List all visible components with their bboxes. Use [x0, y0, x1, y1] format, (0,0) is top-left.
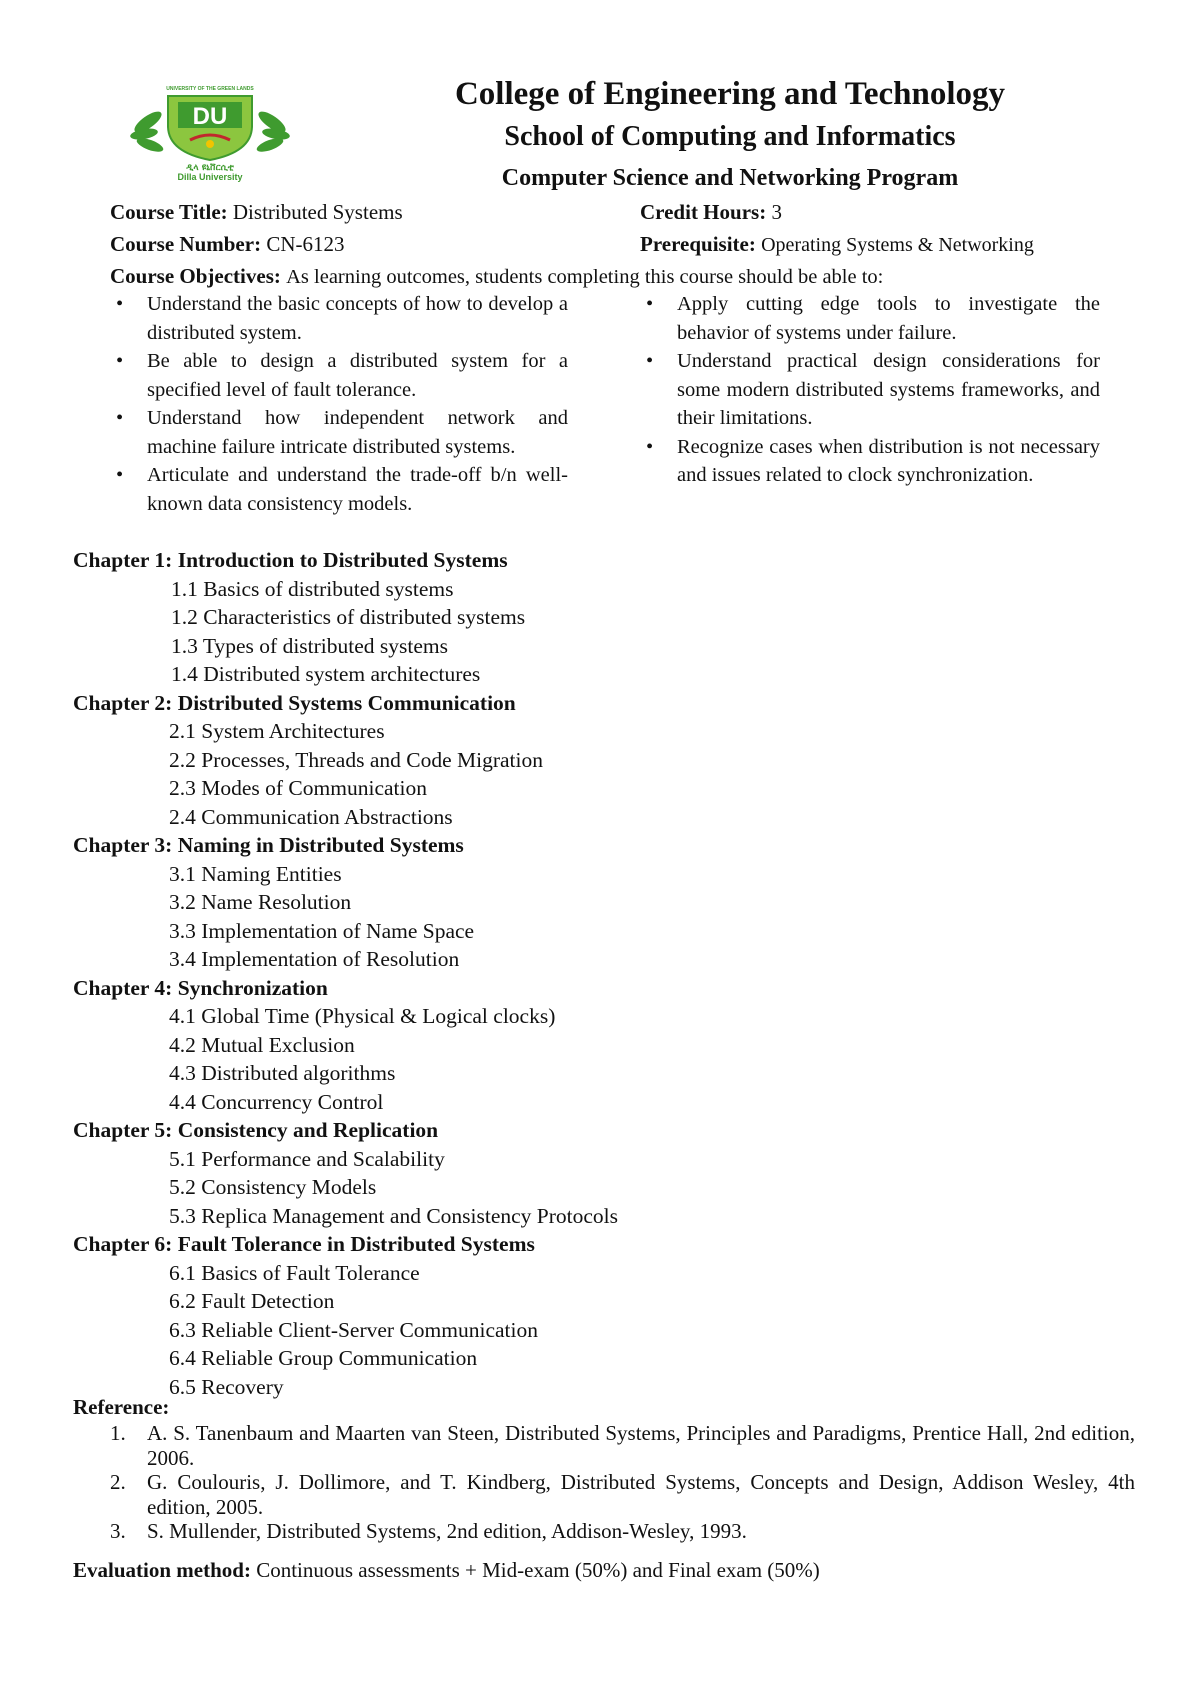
logo-monogram: DU — [192, 103, 228, 130]
prerequisite-value: Operating Systems & Networking — [761, 234, 1034, 256]
section-item: 4.3 Distributed algorithms — [169, 1061, 396, 1085]
reference-item — [73, 1519, 1135, 1544]
prerequisite-row — [640, 229, 1034, 260]
objective-item: • Understand practical design considerations for some modern distributed systems frameworks, and their limitations. — [640, 347, 1100, 433]
credit-hours-value: 3 — [771, 200, 782, 224]
reference-number: 2. — [110, 1470, 126, 1494]
course-number-value: CN-6123 — [266, 232, 345, 256]
section-item: 3.4 Implementation of Resolution — [169, 947, 460, 971]
references-heading: Reference: — [73, 1395, 170, 1419]
section-item: 2.1 System Architectures — [169, 719, 385, 743]
evaluation-value: Continuous assessments + Mid-exam (50%) and Final exam (50%) — [256, 1558, 820, 1582]
evaluation-label: Evaluation method: — [73, 1558, 251, 1582]
chapter-title: Chapter 1: Introduction to Distributed Systems — [73, 548, 508, 572]
course-title-row — [110, 197, 403, 227]
section-item: 6.1 Basics of Fault Tolerance — [169, 1260, 420, 1285]
reference-item — [73, 1421, 1135, 1470]
reference-text: A. S. Tanenbaum and Maarten van Steen, Distributed Systems, Principles and Paradigms, Prentice Hall, 2nd edition, 2006. — [147, 1421, 1135, 1470]
logo-arc-text: UNIVERSITY OF THE GREEN LANDS — [166, 86, 254, 92]
section-item: 1.1 Basics of distributed systems — [171, 576, 454, 601]
document-header — [400, 72, 1060, 198]
section-item: 6.2 Fault Detection — [169, 1289, 335, 1313]
chapter-title: Chapter 6: Fault Tolerance in Distributed Systems — [73, 1232, 535, 1256]
dilla-university-logo — [130, 82, 290, 182]
logo-english-name: Dilla University — [177, 172, 243, 182]
objective-item: • Understand the basic concepts of how to develop a distributed system. — [110, 290, 568, 347]
references-section — [73, 1393, 1135, 1544]
objective-item: • Be able to design a distributed system for a specified level of fault tolerance. — [110, 347, 568, 404]
objectives-left-column — [110, 290, 568, 518]
course-objectives-intro: As learning outcomes, students completing this course should be able to: — [286, 266, 884, 288]
laurel-right-icon — [255, 108, 290, 155]
credit-hours-row — [640, 197, 782, 227]
section-item: 5.2 Consistency Models — [169, 1175, 377, 1199]
section-item: 4.4 Concurrency Control — [169, 1089, 384, 1114]
section-item: 3.3 Implementation of Name Space — [169, 918, 475, 943]
section-item: 5.1 Performance and Scalability — [169, 1146, 445, 1171]
section-item: 3.2 Name Resolution — [169, 890, 352, 914]
section-item: 1.2 Characteristics of distributed systems — [171, 605, 526, 629]
section-item: 4.1 Global Time (Physical & Logical clocks) — [169, 1004, 556, 1028]
reference-number: 3. — [110, 1519, 126, 1543]
section-item: 6.4 Reliable Group Communication — [169, 1346, 478, 1370]
section-item: 4.2 Mutual Exclusion — [169, 1032, 355, 1057]
section-item: 2.3 Modes of Communication — [169, 776, 427, 800]
objectives-right-column — [640, 290, 1100, 490]
chapter-title: Chapter 2: Distributed Systems Communication — [73, 690, 516, 715]
section-item: 3.1 Naming Entities — [169, 861, 342, 886]
program-title: Computer Science and Networking Program — [501, 165, 959, 191]
credit-hours-label: Credit Hours: — [640, 200, 767, 224]
section-item: 6.3 Reliable Client-Server Communication — [169, 1317, 539, 1342]
reference-item — [73, 1470, 1135, 1519]
reference-text: S. Mullender, Distributed Systems, 2nd edition, Addison-Wesley, 1993. — [147, 1519, 747, 1543]
college-title: College of Engineering and Technology — [454, 76, 1006, 112]
course-objectives-label: Course Objectives: — [110, 264, 281, 288]
section-item: 6.5 Recovery — [169, 1374, 284, 1399]
objective-item: • Articulate and understand the trade-off b/n well-known data consistency models. — [110, 461, 568, 518]
section-item: 5.3 Replica Management and Consistency Protocols — [169, 1203, 619, 1228]
chapter-title: Chapter 4: Synchronization — [73, 975, 328, 1000]
prerequisite-label: Prerequisite: — [640, 232, 756, 256]
chapter-title: Chapter 3: Naming in Distributed Systems — [73, 833, 464, 857]
logo-amharic-name: ዲላ ዩኒቨርሲቲ — [186, 163, 234, 173]
course-objectives-row — [110, 261, 883, 292]
chapter-outline — [73, 546, 1073, 1401]
objective-item: • Recognize cases when distribution is not necessary and issues related to clock synchronization. — [640, 433, 1100, 490]
chapter-title: Chapter 5: Consistency and Replication — [73, 1118, 439, 1142]
section-item: 2.4 Communication Abstractions — [169, 804, 453, 829]
school-title: School of Computing and Informatics — [504, 121, 956, 152]
objective-item: • Apply cutting edge tools to investigate the behavior of systems under failure. — [640, 290, 1100, 347]
reference-text: G. Coulouris, J. Dollimore, and T. Kindberg, Distributed Systems, Concepts and Design, Addison Wesley, 4th edition, 2005. — [147, 1470, 1135, 1519]
section-item: 1.3 Types of distributed systems — [171, 633, 448, 658]
course-number-row — [110, 229, 344, 259]
section-item: 2.2 Processes, Threads and Code Migration — [169, 747, 543, 772]
course-number-label: Course Number: — [110, 232, 262, 256]
logo-emblem-icon — [206, 140, 214, 148]
course-title-value: Distributed Systems — [232, 200, 403, 224]
objective-item: • Understand how independent network and machine failure intricate distributed systems. — [110, 404, 568, 461]
course-title-label: Course Title: — [110, 200, 228, 224]
laurel-left-icon — [130, 108, 165, 155]
reference-number: 1. — [110, 1421, 126, 1445]
evaluation-method — [73, 1555, 820, 1585]
section-item: 1.4 Distributed system architectures — [171, 662, 481, 686]
